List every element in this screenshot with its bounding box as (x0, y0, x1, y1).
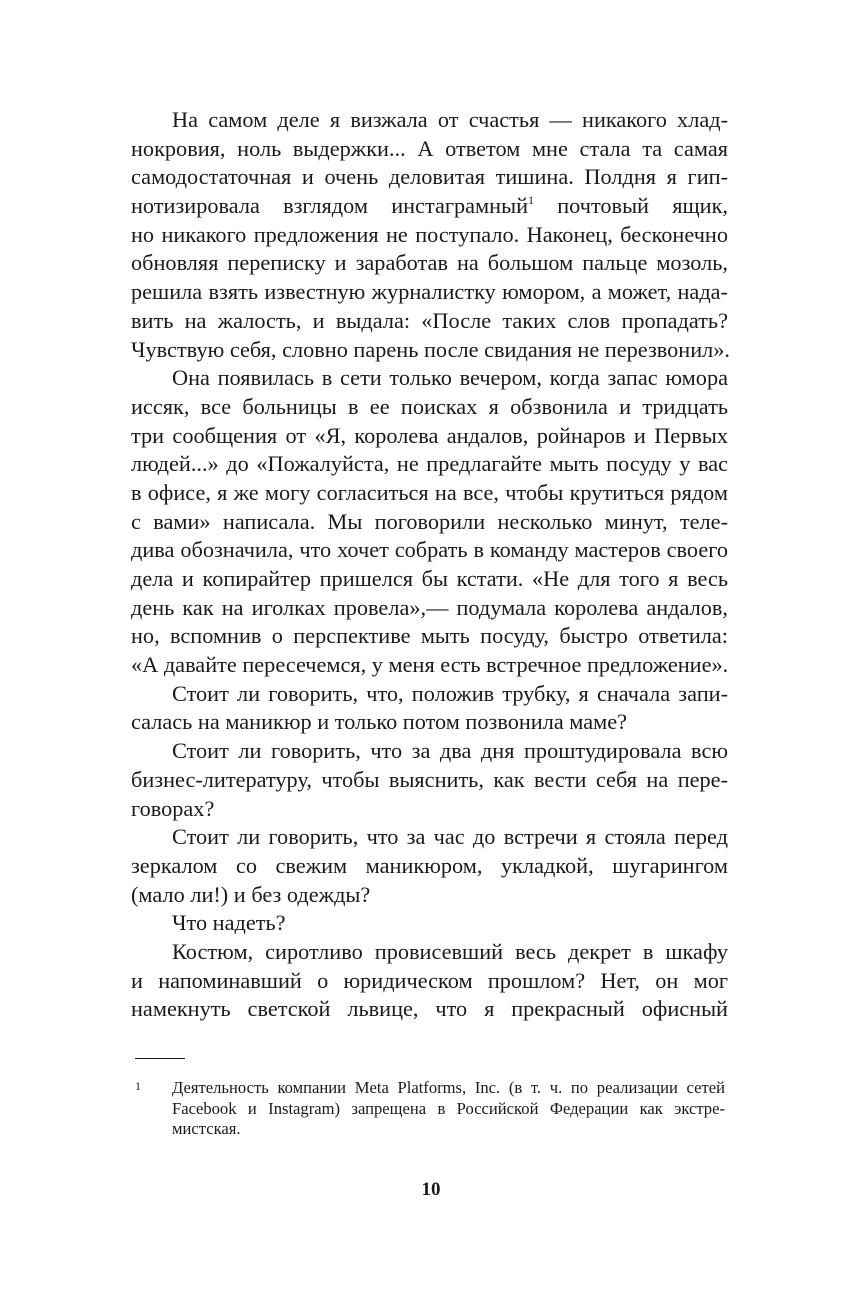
text-line: но, вспомнив о перспективе мыть посуду, быстро ответила: (131, 623, 728, 649)
text-line: с вами» написала. Мы поговорили несколько минут, теле- (131, 508, 728, 534)
text-line: Она появилась в сети только вечером, когда запас юмора (172, 365, 728, 391)
text-line: Стоит ли говорить, что за час до встречи я стояла перед (172, 824, 728, 850)
text-line: людей...» до «Пожалуйста, не предлагайте мыть посуду у вас (131, 451, 728, 477)
text-line: Стоит ли говорить, что, положив трубку, я сначала запи- (172, 680, 728, 706)
text-line: день как на иголках провела»,— подумала королева андалов, (131, 594, 728, 620)
text-line: (мало ли!) и без одежды? (131, 881, 371, 907)
text-line: дела и копирайтер пришелся бы кстати. «Не для того я весь (131, 566, 728, 591)
text-line: иссяк, все больницы в ее поисках я обзвонила и тридцать (131, 393, 728, 419)
text-line: говорах? (131, 795, 215, 821)
text-line: три сообщения от «Я, королева андалов, ройнаров и Первых (131, 422, 728, 448)
text-line: Костюм, сиротливо провисевший весь декрет в шкафу (172, 938, 728, 964)
footnote-line: Facebook и Instagram) запрещена в Российской Федерации как экстре- (172, 1098, 725, 1118)
text-fragment: нотизировала взглядом инстаграмный (131, 193, 529, 219)
text-line: вить на жалость, и выдала: «После таких слов пропадать? (131, 307, 728, 333)
text-line: обновляя переписку и заработав на большом пальце мозоль, (131, 250, 728, 276)
footnote-marker: 1 (135, 1079, 141, 1093)
text-line: зеркалом со свежим маникюром, укладкой, шугарингом (131, 852, 728, 878)
footnote-line: мистская. (172, 1119, 241, 1139)
text-line: Что надеть? (172, 910, 286, 936)
text-line: намекнуть светской львице, что я прекрасный офисный (131, 996, 728, 1022)
text-line: дива обозначила, что хочет собрать в команду мастеров своего (131, 537, 728, 563)
page-number: 10 (421, 1179, 441, 1200)
text-line: «А давайте пересечемся, у меня есть встречное предложение». (131, 652, 729, 678)
text-line: в офисе, я же могу согласиться на все, чтобы крутиться рядом (131, 479, 728, 505)
footnote-reference: 1 (528, 193, 535, 208)
text-line: Чувствую себя, словно парень после свидания не перезвонил». (131, 336, 730, 362)
footnote (135, 1078, 725, 1140)
body-text (131, 106, 728, 1024)
text-line: салась на маникюр и только потом позвонила маме? (131, 709, 628, 735)
footnote-divider (135, 1058, 185, 1059)
text-line-with-footnote-ref (131, 192, 728, 221)
text-line: Стоит ли говорить, что за два дня проштудировала всю (172, 738, 728, 764)
text-line: нокровия, ноль выдержки... А ответом мне стала та самая (131, 135, 728, 161)
text-line: решила взять известную журналистку юмором, а может, нада- (131, 279, 728, 305)
footnote-line: Деятельность компании Meta Platforms, Inc. (в т. ч. по реализации сетей (172, 1078, 725, 1097)
text-line: бизнес-литературу, чтобы выяснить, как вести себя на пере- (131, 766, 728, 792)
text-line: самодостаточная и очень деловитая тишина. Полдня я гип- (131, 164, 728, 190)
text-line: На самом деле я визжала от счастья — никакого хлад- (172, 107, 728, 132)
text-line: но никакого предложения не поступало. Наконец, бесконечно (131, 221, 728, 247)
text-line: и напоминавший о юридическом прошлом? Нет, он мог (131, 967, 728, 993)
text-fragment: почтовый ящик, (557, 193, 728, 219)
